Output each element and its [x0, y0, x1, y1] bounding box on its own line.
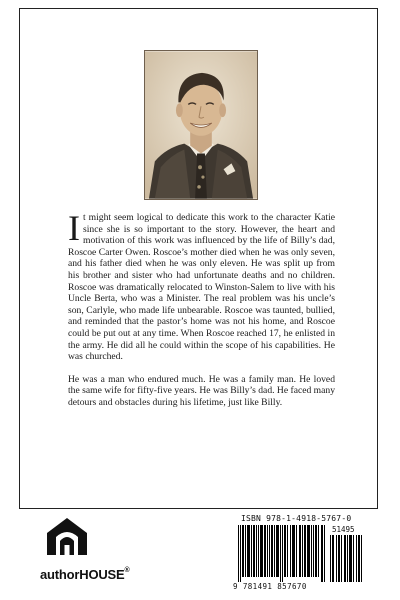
publisher-name — [40, 567, 129, 582]
barcode-number: 9 781491 857670 — [233, 582, 307, 591]
publisher-name-prefix: author — [40, 567, 80, 582]
paragraph-2: He was a man who endured much. He was a family man. He loved the same wife for fifty-five years. He was Billy’s dad. He faced many detours and obstacles during his lifetime, just like Billy. — [68, 373, 335, 408]
paragraph-1-text: t might seem logical to dedicate this work to the character Katie since she is so important to the story. However, the heart and motivation of this work was influenced by the life of Billy’s dad, Roscoe Carter Owen. Roscoe’s mother died when he was only seven, and his father died when he was only eleven. He was split up from his brother and sister who had unfortunate deaths and no children. Roscoe was dramatically relocated to Winston-Salem to live with his Uncle Berta, who was a Minister. The real problem was his uncle’s son, Carlyle, who made life unbearable. Roscoe was taunted, bullied, and reminded that the pastor’s home was not his home, and Roscoe could be put out at any time. When Roscoe reached 17, he enlisted in the army. He did all he could within the scope of his capabilities. He was churched. — [68, 212, 335, 363]
drop-cap: I — [68, 208, 80, 248]
portrait-photo — [144, 50, 258, 200]
authorhouse-logo-icon — [44, 515, 90, 557]
isbn-label: ISBN 978-1-4918-5767-0 — [241, 514, 352, 523]
paragraph-1 — [68, 208, 335, 363]
publisher-logo — [30, 515, 150, 595]
addon-bars-icon — [330, 535, 362, 582]
ean13-bars-icon — [237, 525, 327, 582]
portrait-photo-icon — [145, 51, 257, 199]
dedication-text — [68, 208, 335, 420]
publisher-name-suffix: HOUSE — [79, 567, 125, 582]
barcode-addon-number: 51495 — [332, 525, 355, 534]
isbn-barcode — [231, 514, 371, 594]
registered-mark: ® — [124, 567, 130, 574]
